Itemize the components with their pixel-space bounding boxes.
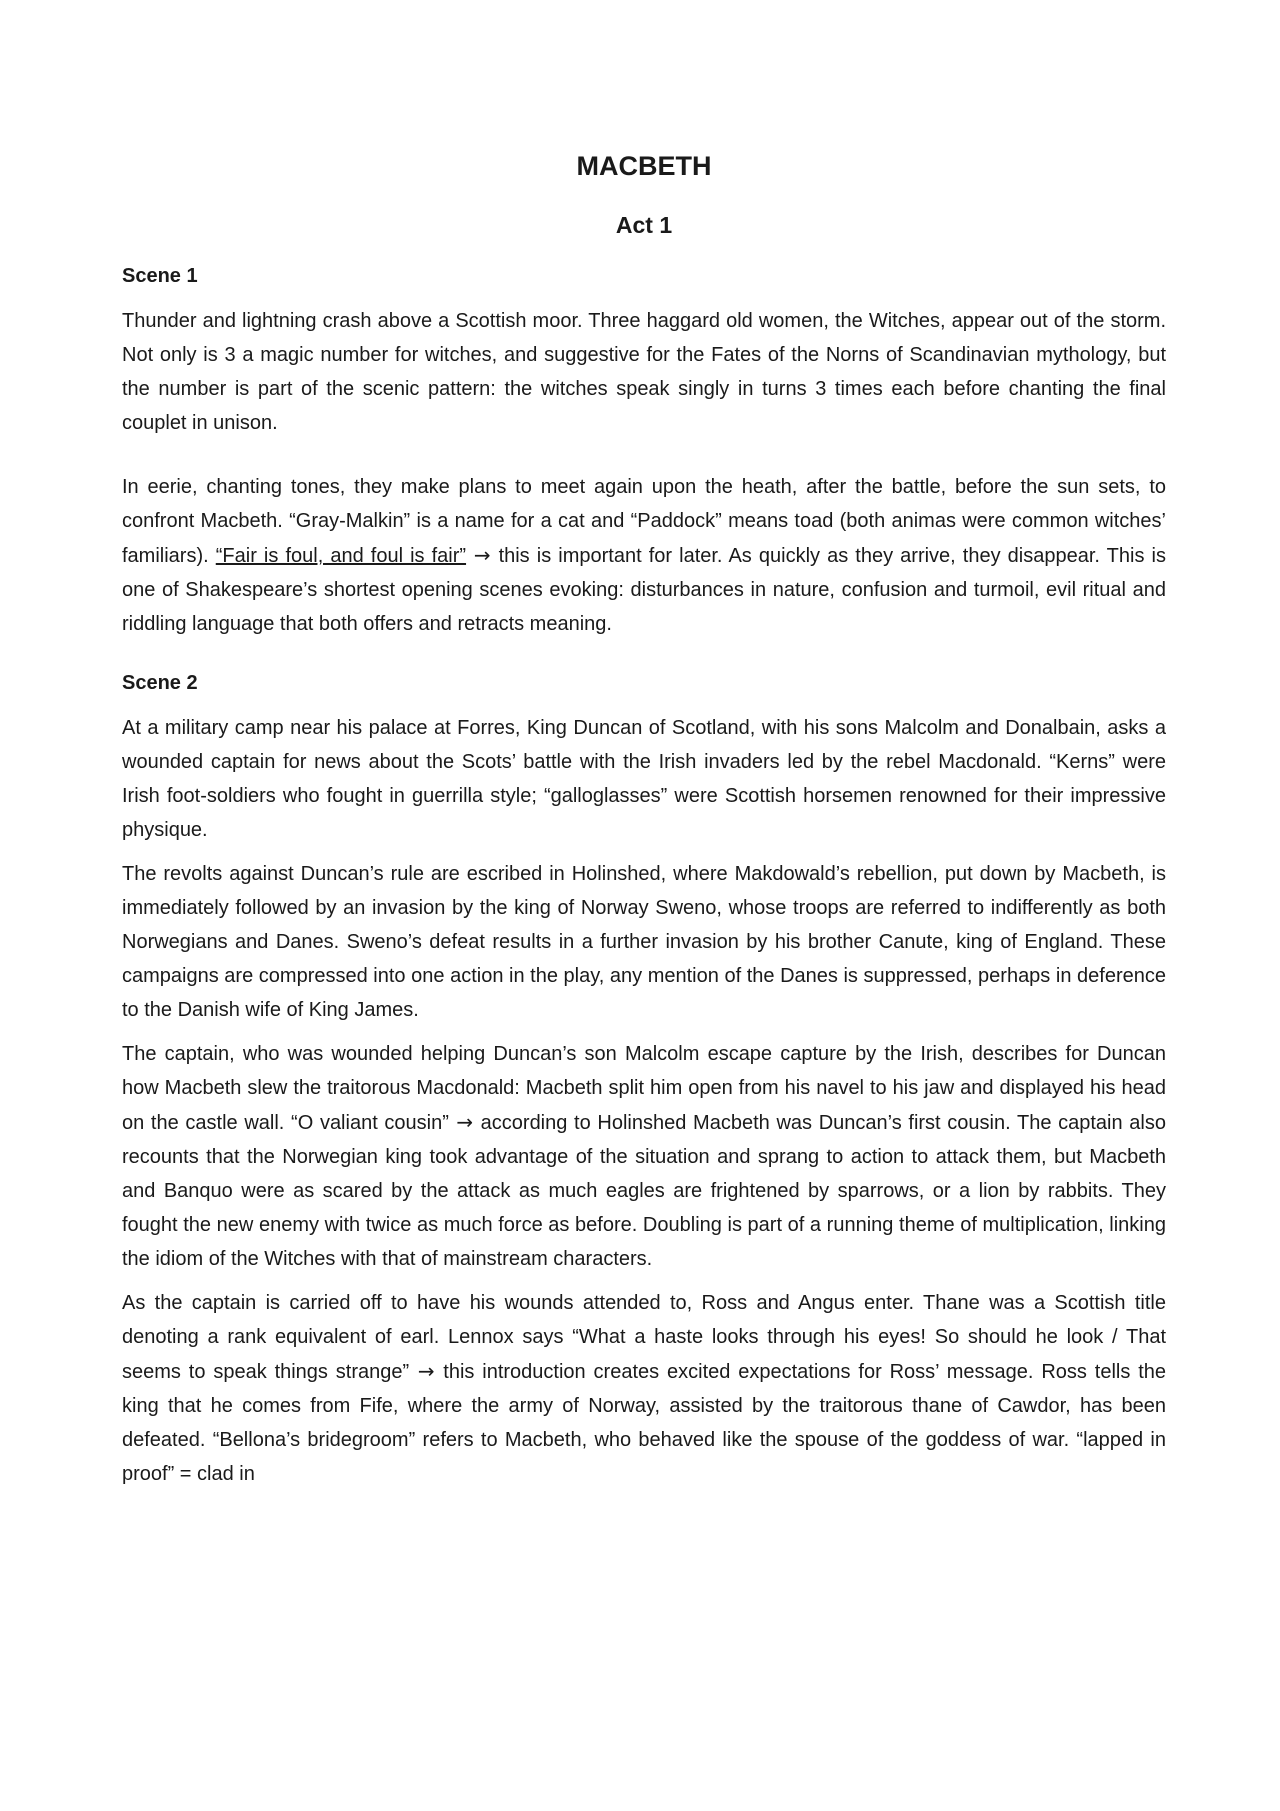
scene-2-section [122, 671, 1166, 1491]
document-page [122, 150, 1166, 1491]
scene-2-paragraph-1: At a military camp near his palace at Forres, King Duncan of Scotland, with his sons Malcolm and Donalbain, asks a wounded captain for news about the Scots’ battle with the Irish invaders led by the rebel Macdonald. “Kerns” were Irish foot-soldiers who fought in guerrilla style; “galloglasses” were Scottish horsemen renowned for their impressive physique. [122, 716, 1166, 841]
scene-2-paragraph-3-text-a: The captain, who was wounded helping Duncan’s son Malcolm escape capture by the Irish, describes for Duncan how Macbeth slew the traitorous Macdonald: Macbeth split him open from his navel to his jaw and displayed his head on the castle wall. “O valiant cousin” [122, 1042, 1166, 1134]
scene-2-paragraph-3 [122, 1037, 1166, 1276]
scene-1-section [122, 264, 1166, 641]
scene-1-paragraph-2 [122, 470, 1166, 641]
scene-1-paragraph-1: Thunder and lightning crash above a Scottish moor. Three haggard old women, the Witches, appear out of the storm. Not only is 3 a magic number for witches, and suggestive for the Fates of the Norns of Scandinavian mythology, but the number is part of the scenic pattern: the witches speak singly in turns 3 times each before chanting the final couplet in unison. [122, 309, 1166, 434]
scene-2-paragraph-3-text-b: according to Holinshed Macbeth was Duncan’s first cousin. The captain also recounts that the Norwegian king took advantage of the situation and sprang to action to attack them, but Macbeth and Banquo were as scared by the attack as much eagles are frightened by sparrows, or a lion by rabbits. They fought the new enemy with twice as much force as before. Doubling is part of a running theme of multiplication, linking the idiom of the Witches with that of mainstream characters. [122, 1111, 1166, 1270]
scene-2-paragraph-2: The revolts against Duncan’s rule are escribed in Holinshed, where Makdowald’s rebellion, put down by Macbeth, is immediately followed by an invasion by the king of Norway Sweno, whose troops are referred to indifferently as both Norwegians and Danes. Sweno’s defeat results in a further invasion by his brother Canute, king of England. These campaigns are compressed into one action in the play, any mention of the Danes is suppressed, perhaps in deference to the Danish wife of King James. [122, 862, 1166, 1021]
arrow-right-icon: → [448, 1109, 481, 1134]
underlined-quote: “Fair is foul, and foul is fair” [215, 544, 467, 567]
arrow-right-icon: → [466, 542, 499, 567]
scene-1-paragraph-2-text-a: In eerie, chanting tones, they make plans to meet again upon the heath, after the battle, before the sun sets, to confront Macbeth. “Gray-Malkin” is a name for a cat and “Paddock” means toad (both animas were common witches’ familiars). [122, 475, 1166, 567]
scene-2-paragraph-4-text-a: As the captain is carried off to have his wounds attended to, Ross and Angus enter. Thane was a Scottish title denoting a rank equivalent of earl. Lennox says “What a haste looks through his eyes! So should he look / That seems to speak things strange” [122, 1291, 1166, 1383]
scene-2-heading: Scene 2 [122, 671, 198, 694]
scene-2-paragraph-4 [122, 1286, 1166, 1491]
scene-1-heading: Scene 1 [122, 264, 198, 287]
scene-1-paragraph-2-text-b: this is important for later. As quickly as they arrive, they disappear. This is one of Shakespeare’s shortest opening scenes evoking: disturbances in nature, confusion and turmoil, evil ritual and riddling language that both offers and retracts meaning. [122, 544, 1166, 635]
arrow-right-icon: → [409, 1358, 444, 1383]
scene-2-paragraph-4-text-b: this introduction creates excited expectations for Ross’ message. Ross tells the king that he comes from Fife, where the army of Norway, assisted by the traitorous thane of Cawdor, has been defeated. “Bellona’s bridegroom” refers to Macbeth, who behaved like the spouse of the goddess of war. “lapped in proof” = clad in [122, 1360, 1166, 1485]
document-title: MACBETH [576, 151, 712, 181]
act-heading: Act 1 [615, 212, 673, 239]
